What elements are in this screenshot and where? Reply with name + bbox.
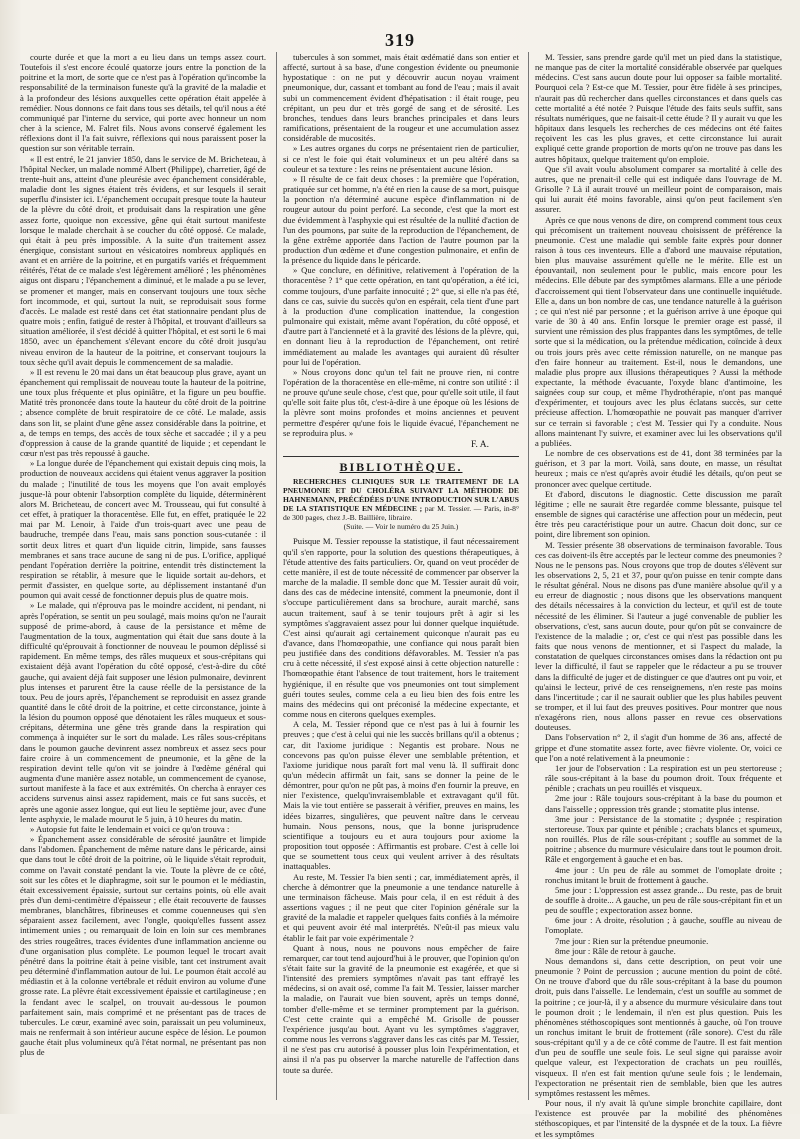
- paragraph: Le nombre de ces observations est de 41, dont 38 terminées par la guérison, et 3 par la mort. Voilà, sans doute, en masse, un résultat heureux ; mais ce n'est qu'après avoir étudié les détails, qu'on peut se prononcer avec quelque certitude.: [535, 448, 782, 489]
- paragraph: » Autopsie fut faite le lendemain et voici ce qu'on trouva :: [30, 823, 230, 834]
- paragraph: Après ce que nous venons de dire, on comprend comment tous ceux qui précomisent un traitement nouveau choisissent de préférence la pneumonie. C'est une maladie qui semble faite exprès pour donner raison à tous ces inventeurs. Elle a d'abord une mauvaise réputation, bien plus mauvaise assurément qu'elle ne le mérite. Elle est un épouvantail, non seulement pour le public, mais encore pour les médecins. Elle débute par des symptômes alarmans. Elle a une période d'accroissement qui tient l'observateur dans une continuelle inquiétude. Elle a, dans un bon nombre de cas, une tendance naturelle à la guérison ; ce qui n'est nié par personne ; et la guérison arrive à une époque qui varie de 30 à 40 ans. Enfin lorsque le premier orage est passé, il survient une rémission des plus frappantes dans les symptômes, de telle sorte que si la médication, ou la prétendue médication, coïncide à deux ou trois jours près avec cette rémission naturelle, on ne manque pas d'en faire honneur au traitement. Est-il, nous le demandons, une maladie plus propre aux illusions thérapeutiques ? Aussi la méthode expectante, la méthode évacuante, l'oxyde blanc d'antimoine, les saignées coup sur coup, et même l'hydrothérapie, n'ont pas manqué d'expérimenter, et toujours avec les plus éclatans succès, sur cette précieuse affection. L'homœopathie ne pouvait pas manquer d'arriver sur ce terrain si favorable ; c'est M. Tessier qui l'y a conduite. Nous allons maintenant l'y suivre, et examiner avec lui les observations qu'il a publiées.: [535, 214, 782, 448]
- paragraph: M. Tessier présente 38 observations de terminaison favorable. Tous ces cas doivent-ils être acceptés par le lecteur comme des pneumonies ? Nous ne le pensons pas. Nous croyons que trop de doutes s'élèvent sur les observations 2, 5, 21 et 37, pour qu'on puisse en tenir compte dans le résultat général. Nous ne disons pas d'une manière absolue qu'il y a eu erreur de diagnostic ; nous disons que les observations manquent des détails nécessaires à la conviction du lecteur, et qu'il est de toute nécessité de les éliminer. Si l'auteur a jugé convenable de publier les observations, c'est, sans aucun doute, pour qu'on pût se convaincre de l'existence de la maladie ; or, c'est ce qui n'est pas possible dans les faits que nous venons de mentionner, et si l'aspect du malade, la constatation de quelques circonstances omises dans la rédaction ont pu lever la difficulté, il faut se rappeler que le rédacteur a pu se trouver dans la difficulté de juger et de distinguer ce que d'autres ont pu voir, et qu'ainsi le lecteur, privé de ces renseignemens, n'en reste pas moins dans l'incertitude ; car il ne saurait oublier que les plus habiles peuvent se tromper, et il lui faut des preuves positives. Pour montrer que nous n'exagérons rien, nous allons passer en revue ces observations douteuses.: [535, 539, 782, 733]
- page-number: 319: [385, 30, 415, 50]
- paragraph: Pour nous, il n'y avait là qu'une simple bronchite capillaire, dont l'existence est prouvée par la mobilité des phénomènes stéthoscopiques, et par l'intensité de la dyspnée et de la toux. La fièvre et les symptômes: [535, 1098, 782, 1139]
- paragraph: » Le malade, qui n'éprouva pas le moindre accident, ni pendant, ni après l'opération, se sentit un peu soulagé, mais moins qu'on ne l'aurait supposé de prime-abord, à cause de la persistance et même de l'augmentation de la toux, augmentation qui était due sans doute à la difficulté qu'éprouvait à fonctionner de nouveau le poumon déplissé si rapidement. En même temps, des râles muqueux et sous-crépitans qui existaient déjà avant l'opération du côté opposé, c'est-à-dire du côté gauche, qui avaient déjà fait supposer une lésion pulmonaire, devinrent plus intenses et parurent être la cause réelle de la persistance de la toux. Peu de jours après, l'épanchement se reproduisit en assez grande quantité dans le côté droit de la poitrine, et cette circonstance, jointe à la lésion du poumon opposé que dénotaient les râles muqueux et sous-crépitans, détermina une gêne très grande dans la respiration qui commença à inquiéter sur le sort du malade. Les râles sous-crépitans dans le poumon gauche devinrent assez nombreux et assez secs pour faire croire à un commencement de pneumonie, et la gêne de la respiration devint telle qu'on vit se joindre à l'œdème général qui augmenta d'une manière assez notable, un commencement de cyanose, surtout manifeste à la face et aux extrémités. On chercha à enrayer ces accidens survenus ainsi assez rapidement, mais ce fut sans succès, et après une agonie assez longue, qui eut lieu le septième jour, avec d'une lente asphyxie, le malade mourut le 5 juin, à 10 heures du matin.: [20, 600, 266, 824]
- paragraph: M. Tessier, sans prendre garde qu'il met un pied dans la statistique, ne manque pas de citer la mortalité considérable observée par quelques médecins. C'est sans aucun doute pour lui opposer sa faible mortalité. Pourquoi cela ? Est-ce que M. Tessier, pour être fidèle à ses principes, n'aurait pas dû rechercher dans quelles circonstances et dans quels cas cette mortalité a été notée ? Puisque l'étude des faits seuls suffit, sans résultats numériques, que ne faisait-il cette étude ? Il y aurait vu que les hôpitaux dans lesquels les recherches de ces médecins ont été faites reçoivent les cas les plus graves, et cette circonstance lui aurait expliqué cette grande proportion de morts qu'on ne trouve pas dans les autres hôpitaux, quelque traitement qu'on emploie.: [535, 52, 782, 164]
- section-divider: [283, 456, 519, 457]
- paragraph: » Nous croyons donc qu'un tel fait ne prouve rien, ni contre l'opération de la thoracentèse en elle-même, ni contre son utilité : il ne prouve qu'une seule chose, c'est que, pour qu'elle soit utile, il faut qu'elle soit faite plus tôt, c'est-à-dire à une époque où les lésions de la plèvre sont moins profondes et moins anciennes et peuvent permettre d'espérer qu'une fois le liquide évacué, l'épanchement ne se reproduira plus. »: [283, 366, 519, 438]
- paragraph: tubercules à son sommet, mais était œdématié dans son entier et affecté, surtout à sa base, d'une congestion évidente ou pneumonie hypostatique : on ne put y découvrir aucun noyau vraiment pneumonique, dur, cassant et tombant au fond de l'eau ; mais il avait subi un commencement évident d'hépatisation : il était rouge, peu crépitant, un peu dur et très gorgé de sang et de sérosité. Les bronches, tendues dans leurs branches principales et dans leurs ramifications, présentaient de la rougeur et une accumulation assez considérable de mucosités.: [283, 52, 519, 144]
- book-title: RECHERCHES CLINIQUES SUR LE TRAITEMENT DE LA PNEUMONIE ET DU CHOLÉRA SUIVANT LA MÉTHODE DE HAHNEMANN, PRÉCÉDÉES D'UNE INTRODUCTION SUR L'ABUS DE LA STATISTIQUE EN MÉDECINE ;: [283, 477, 519, 514]
- paragraph: » La longue durée de l'épanchement qui existait depuis cinq mois, la production de nouveaux accidens qui étaient venus aggraver la position du malade ; l'inutilité de tous les moyens que l'on avait employés jusque-là pour obtenir l'absorption complète du liquide, déterminèrent alors M. Bricheteau, de concert avec M. Trousseau, qui fut consulté à cet effet, à pratiquer la thoracentèse. Elle fut, en effet, pratiquée le 22 mai par M. Lenoir, à l'aide d'un trois-quart avec une peau de baudruche, trempée dans l'eau, mais sans ponction sous-cutanée : il sortit deux litres et quart d'un liquide citrin, limpide, sans fausses membranes et sans trace aucune de sang ni de pus. L'orifice, appliqué pendant l'opération derrière la poitrine, entendit très distinctement la respiration se rétablir, à mesure que le liquide sortait au-dehors, et permit d'assister, en quelque sorte, au déplissement instantané d'un poumon qui avait cessé de fonctionner depuis plus de quatre mois.: [20, 458, 266, 601]
- paragraph: Dans l'observation n° 2, il s'agit d'un homme de 36 ans, affecté de grippe et d'une stomatite assez forte, avec fièvre violente. Or, voici ce que l'on a noté relativement à la pneumonie :: [535, 732, 782, 763]
- paragraph: Au reste, M. Tessier l'a bien senti ; car, immédiatement après, il cherche à démontrer que la pneumonie a une tendance naturelle à une terminaison fâcheuse. Mais pour cela, il en est réduit à des assertions vagues ; il ne peut que citer l'opinion générale sur la gravité de la maladie et rappeler quelques faits confiés à la mémoire et qui peuvent avoir été mal interprétés. N'eût-il pas mieux valu établir le fait par voie expérimentale ?: [283, 871, 519, 943]
- observation-day: 7me jour : Rien sur la prétendue pneumonie.: [555, 935, 709, 946]
- column-divider: [276, 52, 277, 1100]
- paragraph: courte durée et que la mort a eu lieu dans un temps assez court. Toutefois il s'est encore écoulé quatorze jours entre la ponction de la poitrine et la mort, de sorte que ce n'est pas à l'opération qu'incombe la responsabilité de la terminaison funeste qu'à la gravité de la maladie et à la profondeur des lésions auxquelles cette opération était appelée à remédier. Nous donnons ce fait dans tous ses détails, tel qu'il nous a été communiqué par l'interne du service, qui porte avec honneur un nom cher à la science, M. Falret fils. Nous avons conservé également les réflexions dont il l'a fait suivre, réflexions qui nous paraissent poser la question sur son véritable terrain.: [20, 52, 266, 154]
- observation-day: 4me jour : Un peu de râle au sommet de l'omoplate droite ; ronchus imitant le bruit de frottement à gauche.: [545, 864, 782, 885]
- paragraph: Puisque M. Tessier repousse la statistique, il faut nécessairement qu'il s'en rapporte, pour la solution des questions thérapeutiques, à l'étude attentive des faits particuliers. Or, quand on veut procéder de cette manière, il est de toute nécessité de commencer par observer la marche de la maladie. Il semble donc que M. Tessier aurait dû voir, dans des cas de médecine intensité, comment la pneumonie, dont il s'occupe particulièrement dans sa brochure, aurait marché, sans aucun traitement, sauf à se tenir toujours prêt à agir si les symptômes s'aggravaient assez pour lui donner quelque inquiétude. C'est ainsi qu'aurait agi certainement quiconque n'aurait pas eu d'avance, dans l'homœopathie, une confiance qui nous paraît bien peu justifiée dans des conditions défavorables. M. Tessier n'a pas cru à cette nécessité, il s'est exposé ainsi à cette objection naturelle : l'homœopathie étant l'absence de tout traitement, hors le traitement hygiénique, il en résulte que vos pneumonies ont tout simplement guéri toutes seules, comme cela a eu lieu bien des fois entre les mains des médecins qui ont préconisé la médecine expectante, et comme nous en citerons quelques exemples.: [283, 536, 519, 720]
- observation-day: 1er jour de l'observation : La respiration est un peu stertoreuse ; râle sous-crépitant à la base du poumon droit. Toux fréquente et pénible ; crachats un peu rouillés et visqueux.: [545, 762, 782, 794]
- column-middle: [283, 52, 519, 1100]
- paragraph: Que s'il avait voulu absolument comparer sa mortalité à celle des autres, que ne prenait-il celle qui est indiquée dans l'ouvrage de M. Grisolle ? Là il aurait trouvé un meilleur point de comparaison, mais qui lui aurait été moins favorable, ainsi qu'on peut facilement s'en assurer.: [535, 163, 782, 215]
- observation-day: 5me jour : L'oppression est assez grande... Du reste, pas de bruit de souffle à droite... A gauche, un peu de râle sous-crépitant fin et un peu de souffle ; expectoration assez bonne.: [545, 884, 782, 916]
- column-left: [20, 52, 266, 1100]
- paragraph: » Il résulte de ce fait deux choses : la première que l'opération, pratiquée sur cet homme, n'a été en rien la cause de sa mort, puisque la ponction n'a déterminé aucune espèce d'inflammation ni de rougeur autour du point perforé. La seconde, c'est que la mort est due évidemment à l'asphyxie qui est résultée de la nullité d'action de l'un des poumons, par suite de la reproduction de l'épanchement, de la gêne extrême apportée dans l'action de l'autre poumon par la production d'un œdème et d'une congestion pulmonaire, et enfin de la présence du liquide dans le péricarde.: [283, 173, 519, 266]
- paragraph: » Que conclure, en définitive, relativement à l'opération de la thoracentèse ? 1° que cette opération, en tant qu'opération, a été ici, comme toujours, d'une parfaite innocuité ; 2° que, si elle n'a pas été, dans ce cas, suivie du succès qu'on en espérait, cela tient d'une part à la production d'une complication inattendue, la congestion pulmonaire qui existait, même avant l'opération, du côté opposé, et d'autre part à l'ancienneté et à la gravité des lésions de la plèvre, qui, en donnant lieu à la reproduction de l'épanchement, ont retiré immédiatement au malade les avantages qui auraient dû résulter pour lui de l'opération.: [283, 265, 519, 367]
- paragraph: « Il est entré, le 21 janvier 1850, dans le service de M. Bricheteau, à l'hôpital Necker, un malade nommé Albert (Philippe), charretier, âgé de trente-huit ans, atteint d'une pleurésie avec épanchement considérable, maladie dont les signes étaient très évidens, et sur lesquels il serait superflu d'insister ici. L'épanchement occupait presque toute la hauteur de la plèvre du côté droit, et produisait dans la respiration une gêne assez forte, quoique non excessive, gêne qui était surtout manifeste lorsque le malade cherchait à se coucher du côté opposé. Ce malade, qui était à peu près impossible. A la suite d'un traitement assez énergique, consistant surtout en vésicatoires nombreux appliqués en avant et en arrière de la poitrine, et en purgatifs variés et fréquemment réitérés, l'état de ce malade s'est légèrement amélioré ; les phénomènes aigus ont disparu ; l'épanchement a diminué, et le malade a pu se lever, se promener et manger, mais en conservant toujours une toux sèche fort incommode, et qui, surtout la nuit, se reproduisait sous forme d'accès. Le malade est resté dans cet état stationnaire pendant plus de quatre mois ; enfin, fatigué de rester à l'hôpital, et trouvant d'ailleurs sa situation améliorée, il s'est décidé à quitter l'hôpital, et est sorti le 6 mai 1850, avec un épanchement s'élevant encore du côté droit jusqu'au niveau environ de la hauteur de la poitrine, et conservant toujours la toux sèche qu'il avait depuis le commencement de sa maladie.: [20, 153, 266, 367]
- book-publisher: par M. Tessier. — Paris, in-8° de 300 pages, chez J.-B. Baillière, libraire.: [283, 504, 520, 523]
- section-heading: BIBLIOTHÈQUE.: [339, 460, 463, 475]
- article-signature: F. A.: [471, 439, 489, 450]
- observation-day: 2me jour : Râle toujours sous-crépitant à la base du poumon et dans l'aisselle ; oppression très grande ; stomatite plus intense.: [545, 793, 782, 814]
- paragraph: Quant à nous, nous ne pouvons nous empêcher de faire remarquer, car tout tend aujourd'hui à le prouver, que l'opinion qu'on s'était faite sur la gravité de la pneumonie est exagérée, et que si l'intensité des premiers symptômes n'avait pas tant effrayé les médecins, si on avait osé, comme l'a fait M. Tessier, laisser marcher la maladie, on l'aurait vue bien souvent, après un temps donné, tomber d'elle-même et se terminer promptement par la guérison. C'est cette crainte qui a empêché M. Grisolle de pousser l'expérience jusqu'au bout. Ayant vu les symptômes s'aggraver, comme nous les verrons s'aggraver dans les cas cités par M. Tessier, il ne s'est pas cru autorisé à pousser plus loin l'expérimentation, et ainsi il n'a pas pu observer la marche naturelle de l'affection dans toute sa durée.: [283, 942, 519, 1075]
- paragraph: » Épanchement assez considérable de sérosité jaunâtre et limpide dans l'abdomen. Épanchement de même nature dans le péricarde, ainsi que dans tout le côté droit de la poitrine, où le liquide s'était reproduit, comme on l'avait constaté pendant la vie. Toute la plèvre de ce côté, soit sur les côtes et le diaphragme, soit sur le poumon et le médiastin, était excessivement épaissie, surtout sur certains points, où elle avait près d'un demi-centimètre d'épaisseur ; elle était recouverte de fausses membranes, blanchâtres, fibrineuses et comme couenneuses qui s'en séparaient assez facilement, avec l'ongle, quoiqu'elles fussent assez intimement unies ; ou remarquait de loin en loin sur ces membranes des stries rougeâtres, traces évidentes d'une inflammation ancienne ou d'une organisation plus complète. Le poumon lequel le trocart avait pénétré dans la poitrine était à peine visible, tant cet instrument avait peu déterminé d'inflammation autour de lui. Le poumon était accolé au médiastin et à la colonne vertébrale et réduit environ au volume d'une grosse rate. La plèvre était excessivement épaissie et cartilagineuse ; en la fendant avec le scalpel, on trouvait au-dessous le poumon parfaitement sain, mais comprimé et ne présentant pas de traces de tubercules. Le cœur, examiné avec soin, paraissait un peu volumineux, mais ne renfermait à son intérieur aucune espèce de lésion. Le poumon gauche était plus volumineux qu'à l'état normal, ne présentant pas non plus de: [20, 834, 266, 1058]
- paragraph: » Les autres organes du corps ne présentaient rien de particulier, si ce n'est le foie qui était volumineux et un peu altéré dans sa couleur et sa texture : les reins ne présentaient aucune lésion.: [283, 143, 519, 174]
- paragraph: Et d'abord, discutons le diagnostic. Cette discussion me paraît légitime ; elle ne saurait être regardée comme blessante, puisque tel ensemble de signes qui caractérise une affection pour un médecin, peut être très peu caractéristique pour un autre. Chacun doit donc, sur ce point, dire librement son opinion.: [535, 488, 782, 540]
- book-reference: [283, 477, 519, 522]
- column-divider: [528, 52, 529, 1100]
- paragraph: Nous demandons si, dans cette description, on peut voir une pneumonie ? Point de percussion ; aucune mention du point de côté. On ne trouve d'abord que du râle sous-crépitant à la base du poumon droit, puis dans l'aisselle. Le lendemain, c'est un souffle au sommet de la poitrine ; ce jour-là, il y a absence du murmure vésiculaire dans tout le poumon droit ; le lendemain, il n'en est plus question. Puis les phénomènes stéthoscopiques sont mentionnés à gauche, où l'on trouve un ronchus imitant le bruit de frottement (râle sonore). C'est du râle sous-crépitant qu'il y a de ce côté comme de l'autre. Il est fait mention d'un peu de souffle une seule fois. Le seul signe qui paraisse avoir quelque valeur, est l'expectoration de crachats un peu rouillés, visqueux. Il n'en est fait mention qu'une seule fois ; le lendemain, l'expectoration ne présentait rien de semblable, bien que les autres symptômes restassent les mêmes.: [535, 955, 782, 1098]
- continuation-note: (Suite. — Voir le numéro du 25 Juin.): [343, 522, 459, 532]
- observation-day: 8me jour : Râle de retour à gauche.: [555, 945, 676, 956]
- paragraph: » Il est revenu le 20 mai dans un état beaucoup plus grave, ayant un épanchement qui remplissait de nouveau toute la hauteur de la poitrine, une toux plus fréquente et plus opiniâtre, et la figure un peu bouffie. Matité très prononcée dans toute la hauteur du côté droit de la poitrine ; absence complète de bruit respiratoire de ce côté. Le malade, assis dans son lit, se plaint d'une gêne assez considérable dans la poitrine, et a, de temps en temps, des accès de toux sèche et saccadée ; il y a peu d'oppression à cause de la grande quantité de liquide ; et cependant le cœur n'est pas très repoussé à gauche.: [20, 366, 266, 459]
- observation-day: 6me jour : A droite, résolution ; à gauche, souffle au niveau de l'omoplate.: [545, 915, 782, 936]
- observation-day: 3me jour : Persistance de la stomatite ; dyspnée ; respiration stertoreuse. Toux par quinte et pénible ; crachats blancs et spumeux, non rouillés. Plus de râle sous-crépitant ; souffle au sommet de la poitrine ; absence du murmure vésiculaire dans tout le poumon droit. Râle et engorgement à gauche et en bas.: [545, 813, 782, 865]
- paragraph: A cela, M. Tessier répond que ce n'est pas à lui à fournir les preuves ; que c'est à celui qui nie les succès brillans qu'il a obtenus ; car, dit l'axiome juridique : Negantis est probare. Nous ne concevons pas qu'on puisse élever une semblable prétention, et l'axiome juridique nous paraît fort mal venu là. Il suffirait donc qu'un médecin affirmât un fait, sans se donner la peine de le démontrer, pour qu'on ne pût pas, à moins d'en fournir la preuve, en nier l'existence, quelqu'invraisemblable et extravagant qu'il fût. Mais la vie tout entière se passerait à vérifier, preuves en mains, les idées bizarres, singulières, que peuvent naître dans le cerveau humain. Nous pensons, nous, que la bonne jurisprudence scientifique a toujours eu et aura toujours pour axiome la proposition tout opposée : Affirmantis est probare. C'est à celle loi que se soumettent tous ceux qui veulent arriver à des résultats inattaquables.: [283, 719, 519, 872]
- column-right: [535, 52, 782, 1139]
